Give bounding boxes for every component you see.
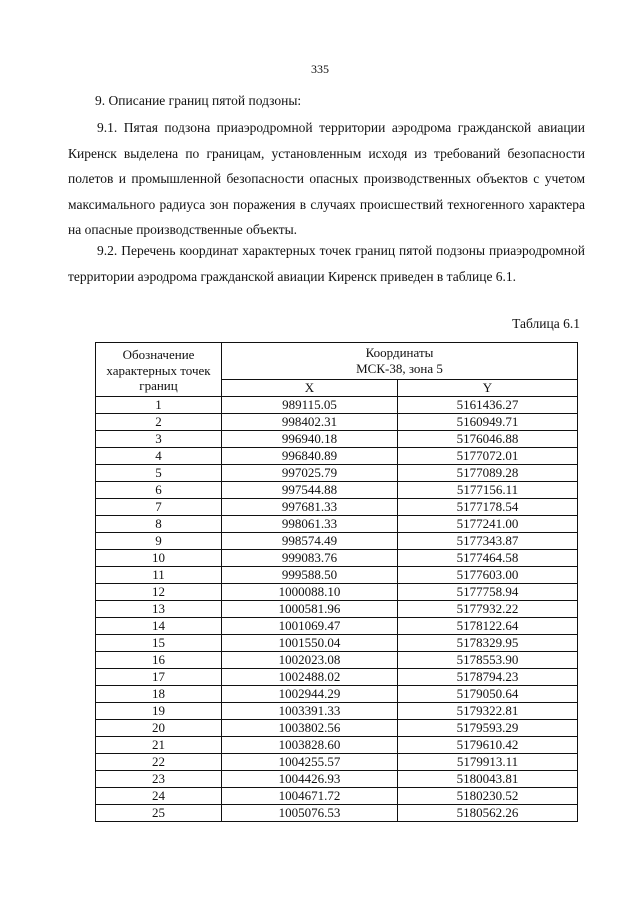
x-cell: 1003802.56 — [222, 720, 398, 737]
point-cell: 7 — [96, 499, 222, 516]
y-cell: 5177178.54 — [398, 499, 578, 516]
y-cell: 5180230.52 — [398, 788, 578, 805]
x-cell: 1002944.29 — [222, 686, 398, 703]
x-cell: 997025.79 — [222, 465, 398, 482]
table-row — [96, 754, 578, 771]
x-cell: 997681.33 — [222, 499, 398, 516]
table-row — [96, 618, 578, 635]
table-row — [96, 686, 578, 703]
table-row — [96, 652, 578, 669]
y-cell: 5177241.00 — [398, 516, 578, 533]
table-row — [96, 703, 578, 720]
point-cell: 4 — [96, 448, 222, 465]
x-cell: 1003828.60 — [222, 737, 398, 754]
y-cell: 5179593.29 — [398, 720, 578, 737]
table-row — [96, 431, 578, 448]
y-cell: 5176046.88 — [398, 431, 578, 448]
table-row — [96, 737, 578, 754]
table-row — [96, 516, 578, 533]
y-column-header: Y — [398, 380, 578, 397]
table-row — [96, 720, 578, 737]
point-cell: 25 — [96, 805, 222, 822]
y-cell: 5179913.11 — [398, 754, 578, 771]
x-cell: 1000581.96 — [222, 601, 398, 618]
section-heading: 9. Описание границ пятой подзоны: — [95, 93, 302, 108]
x-cell: 989115.05 — [222, 397, 398, 414]
x-cell: 1005076.53 — [222, 805, 398, 822]
point-cell: 13 — [96, 601, 222, 618]
y-cell: 5179050.64 — [398, 686, 578, 703]
point-cell: 11 — [96, 567, 222, 584]
table-row — [96, 414, 578, 431]
x-cell: 1004255.57 — [222, 754, 398, 771]
y-cell: 5177603.00 — [398, 567, 578, 584]
coordinates-header-line1: Координаты — [365, 345, 434, 360]
point-cell: 1 — [96, 397, 222, 414]
x-cell: 1001069.47 — [222, 618, 398, 635]
x-cell: 998574.49 — [222, 533, 398, 550]
y-cell: 5177932.22 — [398, 601, 578, 618]
x-cell: 1004426.93 — [222, 771, 398, 788]
y-cell: 5177156.11 — [398, 482, 578, 499]
point-cell: 10 — [96, 550, 222, 567]
y-cell: 5178794.23 — [398, 669, 578, 686]
x-cell: 996840.89 — [222, 448, 398, 465]
x-cell: 998061.33 — [222, 516, 398, 533]
y-cell: 5178553.90 — [398, 652, 578, 669]
point-cell: 3 — [96, 431, 222, 448]
table-row — [96, 635, 578, 652]
x-cell: 1003391.33 — [222, 703, 398, 720]
x-cell: 1002488.02 — [222, 669, 398, 686]
point-cell: 8 — [96, 516, 222, 533]
y-cell: 5160949.71 — [398, 414, 578, 431]
point-cell: 2 — [96, 414, 222, 431]
table-row — [96, 550, 578, 567]
table-row — [96, 448, 578, 465]
x-cell: 999083.76 — [222, 550, 398, 567]
point-cell: 22 — [96, 754, 222, 771]
y-cell: 5179610.42 — [398, 737, 578, 754]
table-row — [96, 601, 578, 618]
x-cell: 1004671.72 — [222, 788, 398, 805]
y-cell: 5177464.58 — [398, 550, 578, 567]
x-cell: 996940.18 — [222, 431, 398, 448]
x-cell: 1001550.04 — [222, 635, 398, 652]
y-cell: 5180562.26 — [398, 805, 578, 822]
point-cell: 15 — [96, 635, 222, 652]
point-cell: 21 — [96, 737, 222, 754]
y-cell: 5177089.28 — [398, 465, 578, 482]
y-cell: 5177758.94 — [398, 584, 578, 601]
x-cell: 998402.31 — [222, 414, 398, 431]
paragraph-9-1: 9.1. Пятая подзона приаэродромной территории аэродрома гражданской авиации Киренск выделена по границам, установленным исходя из требований безопасности полетов и промышленной безопасности опасных производственных объектов с учетом максимального радиуса зон поражения в случаях происшествий техногенного характера на опасные производственные объекты. — [68, 120, 585, 237]
point-cell: 16 — [96, 652, 222, 669]
y-cell: 5179322.81 — [398, 703, 578, 720]
point-cell: 5 — [96, 465, 222, 482]
table-row — [96, 805, 578, 822]
point-cell: 18 — [96, 686, 222, 703]
x-cell: 997544.88 — [222, 482, 398, 499]
point-cell: 6 — [96, 482, 222, 499]
table-row — [96, 397, 578, 414]
x-cell: 999588.50 — [222, 567, 398, 584]
x-cell: 1000088.10 — [222, 584, 398, 601]
coordinates-header-line2: МСК-38, зона 5 — [356, 361, 443, 376]
y-cell: 5177072.01 — [398, 448, 578, 465]
point-cell: 12 — [96, 584, 222, 601]
y-cell: 5180043.81 — [398, 771, 578, 788]
point-cell: 24 — [96, 788, 222, 805]
y-cell: 5178122.64 — [398, 618, 578, 635]
table-row — [96, 482, 578, 499]
table-row — [96, 533, 578, 550]
table-row — [96, 788, 578, 805]
y-cell: 5177343.87 — [398, 533, 578, 550]
point-cell: 17 — [96, 669, 222, 686]
table-body — [96, 397, 578, 822]
y-cell: 5161436.27 — [398, 397, 578, 414]
page-number: 335 — [311, 62, 329, 76]
x-column-header: X — [222, 380, 398, 397]
table-row — [96, 499, 578, 516]
point-cell: 19 — [96, 703, 222, 720]
y-cell: 5178329.95 — [398, 635, 578, 652]
table-row — [96, 584, 578, 601]
table-row — [96, 669, 578, 686]
coordinates-column-header — [222, 343, 578, 380]
paragraph-9-2: 9.2. Перечень координат характерных точек границ пятой подзоны приаэродромной территории аэродрома гражданской авиации Киренск приведен в таблице 6.1. — [68, 243, 585, 284]
coordinates-table — [95, 342, 578, 822]
point-cell: 14 — [96, 618, 222, 635]
table-row — [96, 465, 578, 482]
table-row — [96, 567, 578, 584]
point-column-header: Обозначение характерных точек границ — [96, 343, 222, 397]
table-caption: Таблица 6.1 — [512, 316, 580, 331]
point-cell: 23 — [96, 771, 222, 788]
x-cell: 1002023.08 — [222, 652, 398, 669]
point-cell: 20 — [96, 720, 222, 737]
table-row — [96, 771, 578, 788]
point-cell: 9 — [96, 533, 222, 550]
